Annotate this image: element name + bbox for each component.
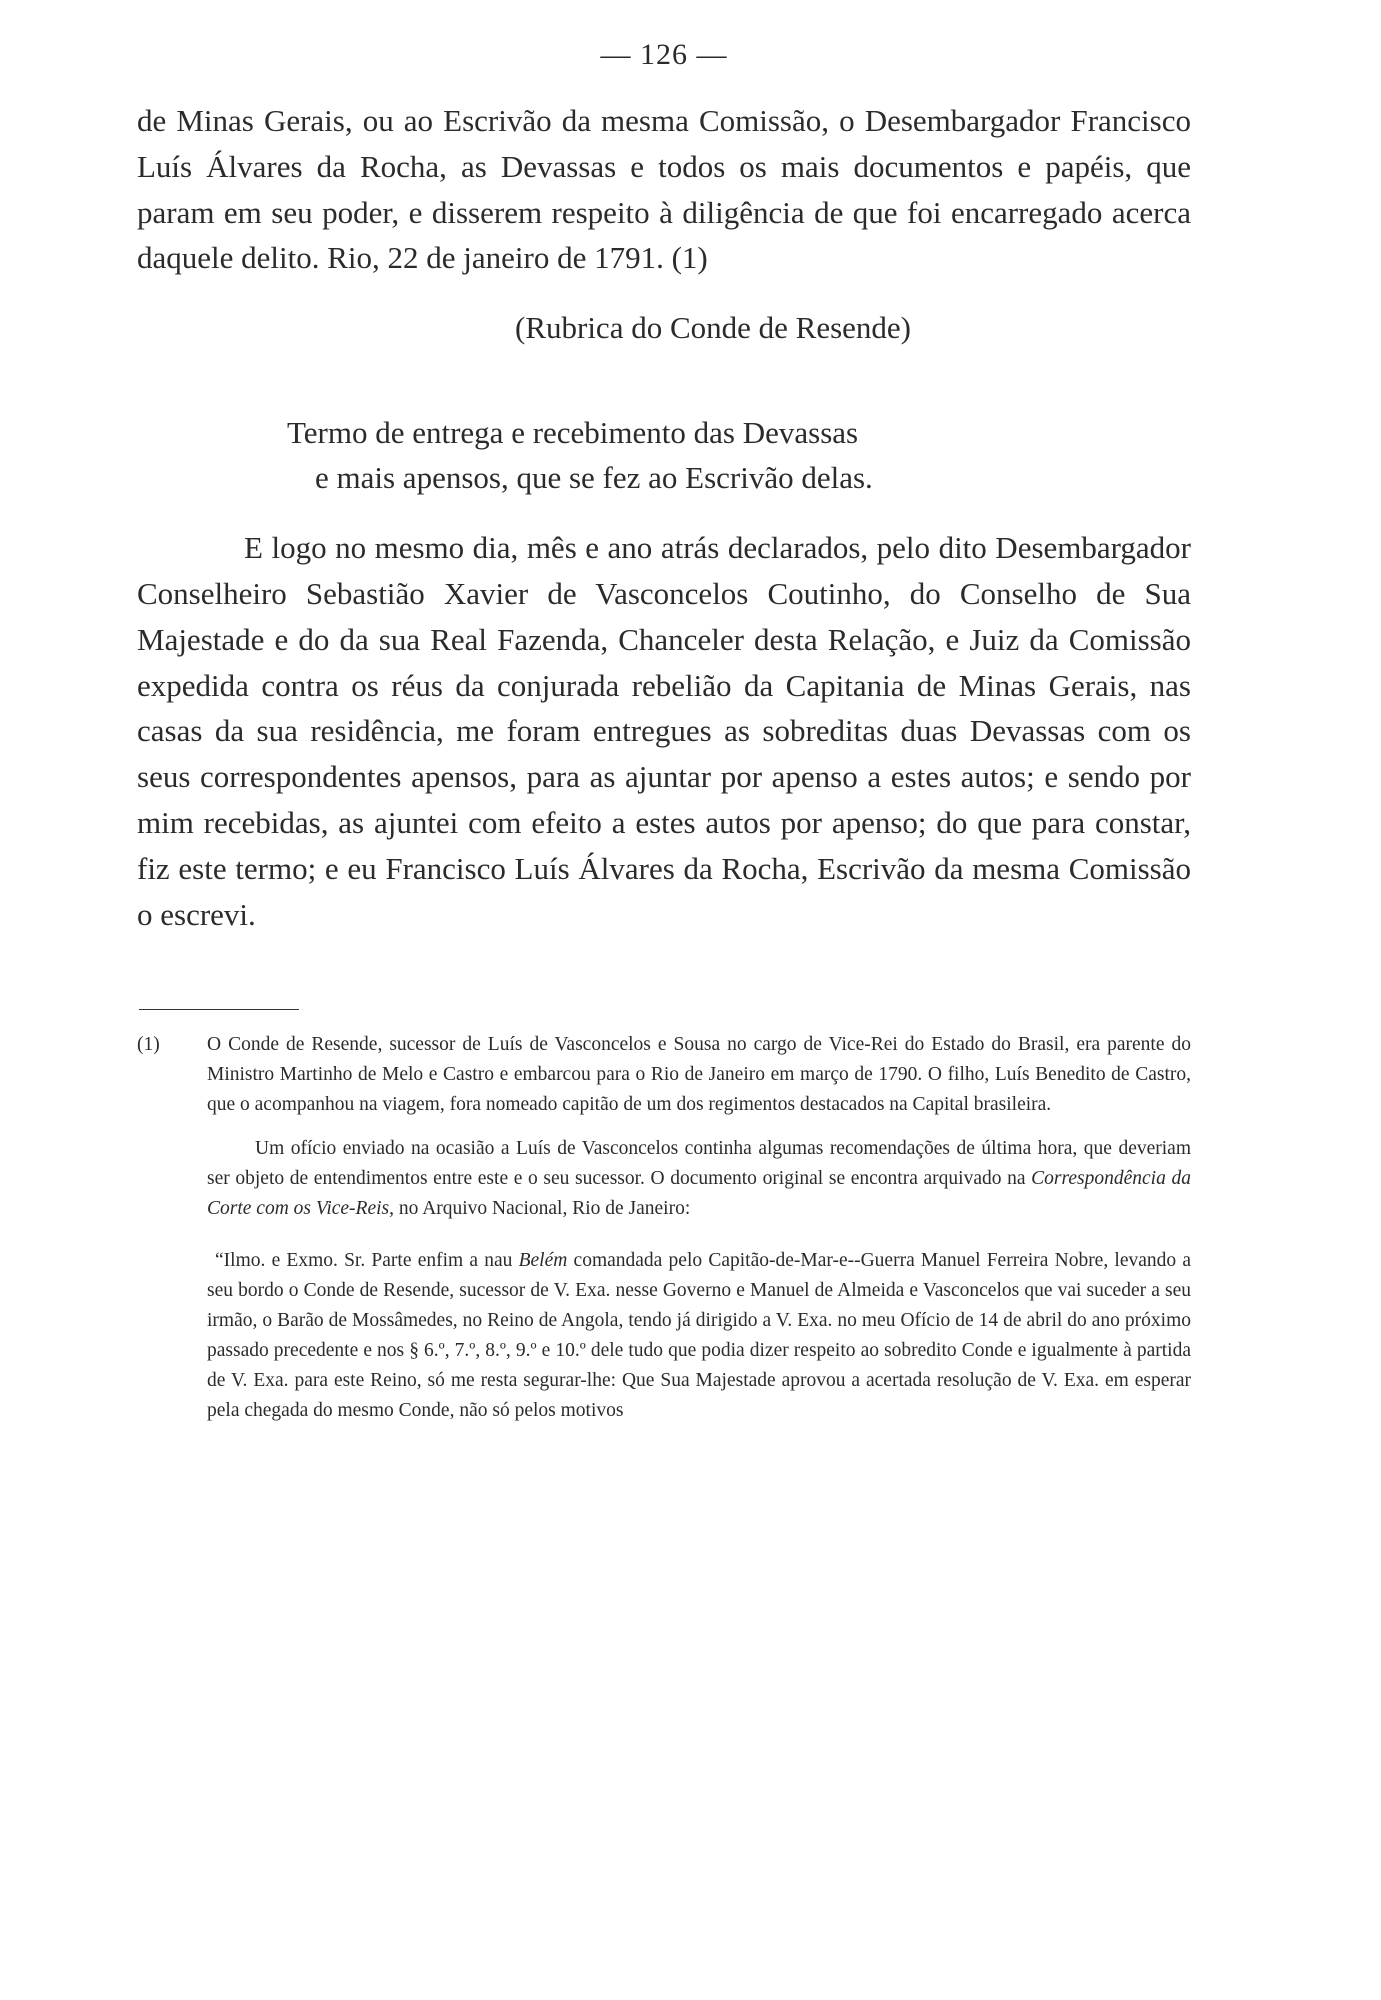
footnote-quote-end: comandada pelo Capitão-de-Mar-e--Guerra Manuel Ferreira Nobre, levando a seu bordo o Conde de Resende, sucessor de V. Exa. nesse Governo e Manuel de Almeida e Vasconcelos que vai suceder a seu irmão, o Barão de Mossâmedes, no Reino de Angola, tendo já dirigido a V. Exa. no meu Ofício de 14 de abril do ano próximo passado precedente e nos § 6.º, 7.º, 8.º, 9.º e 10.º dele tudo que podia dizer respeito ao sobredito Conde e igualmente à partida de V. Exa. para este Reino, só me resta segurar-lhe: Que Sua Majestade aprovou a acertada resolução de V. Exa. em esperar pela chegada do mesmo Conde, não só pelos motivos (207, 1250, 1192, 1422)
footnote-quote-start: “Ilmo. e Exmo. Sr. Parte enfim a nau (215, 1250, 519, 1272)
paragraph-1: de Minas Gerais, ou ao Escrivão da mesma Comissão, o Desembargador Francisco Luís Álvares da Rocha, as Devassas e todos os mais documentos e papéis, que param em seu poder, e disserem respeito à diligência de que foi encarregado acerca daquele delito. Rio, 22 de janeiro de 1791. (1) (137, 103, 1191, 276)
footnote-paragraph-2 (137, 1134, 1191, 1224)
section-heading (137, 410, 1191, 500)
paragraph-2: E logo no mesmo dia, mês e ano atrás declarados, pelo dito Desembargador Conselheiro Sebastião Xavier de Vasconcelos Coutinho, do Conselho de Sua Majestade e do da sua Real Fazenda, Chanceler desta Relação, e Juiz da Comissão expedida contra os réus da conjurada rebelião da Capitania de Minas Gerais, nas casas da sua residência, me foram entregues as sobreditas duas Devassas com os seus correspondentes apensos, para as ajuntar por apenso a estes autos; e sendo por mim recebidas, as ajuntei com efeito a estes autos por apenso; do que para constar, fiz este termo; e eu Francisco Luís Álvares da Rocha, Escrivão da mesma Comissão o escrevi. (137, 530, 1191, 932)
footnote-quote (137, 1246, 1191, 1426)
footnote-marker: (1) (137, 1034, 160, 1056)
document-page (137, 40, 1191, 1426)
footnote-1 (137, 1030, 1191, 1120)
section-heading-line-2: e mais apensos, que se fez ao Escrivão delas. (315, 460, 873, 496)
footnote-para2-italic: Correspondência da Corte com os Vice-Reis, (207, 1168, 1191, 1220)
footnotes (137, 1030, 1191, 1426)
footnote-para2-end: no Arquivo Nacional, Rio de Janeiro: (394, 1198, 691, 1220)
footnote-para2-start: Um ofício enviado na ocasião a Luís de Vasconcelos continha algumas recomendações de última hora, que deveriam ser objeto de entendimentos entre este e o seu sucessor. O documento original se encontra arquivado na (207, 1138, 1191, 1190)
rubrica-line: (Rubrica do Conde de Resende) (515, 310, 911, 346)
section-heading-line-1: Termo de entrega e recebimento das Devassas (287, 415, 859, 451)
main-text (137, 98, 1191, 937)
footnote-text: O Conde de Resende, sucessor de Luís de Vasconcelos e Sousa no cargo de Vice-Rei do Estado do Brasil, era parente do Ministro Martinho de Melo e Castro e embarcou para o Rio de Janeiro em março de 1790. O filho, Luís Benedito de Castro, que o acompanhou na viagem, fora nomeado capitão de um dos regimentos destacados na Capital brasileira. (207, 1034, 1191, 1116)
footnote-divider (139, 1009, 299, 1010)
footnote-quote-italic: Belém (518, 1250, 568, 1272)
page-number: — 126 — (600, 38, 728, 71)
